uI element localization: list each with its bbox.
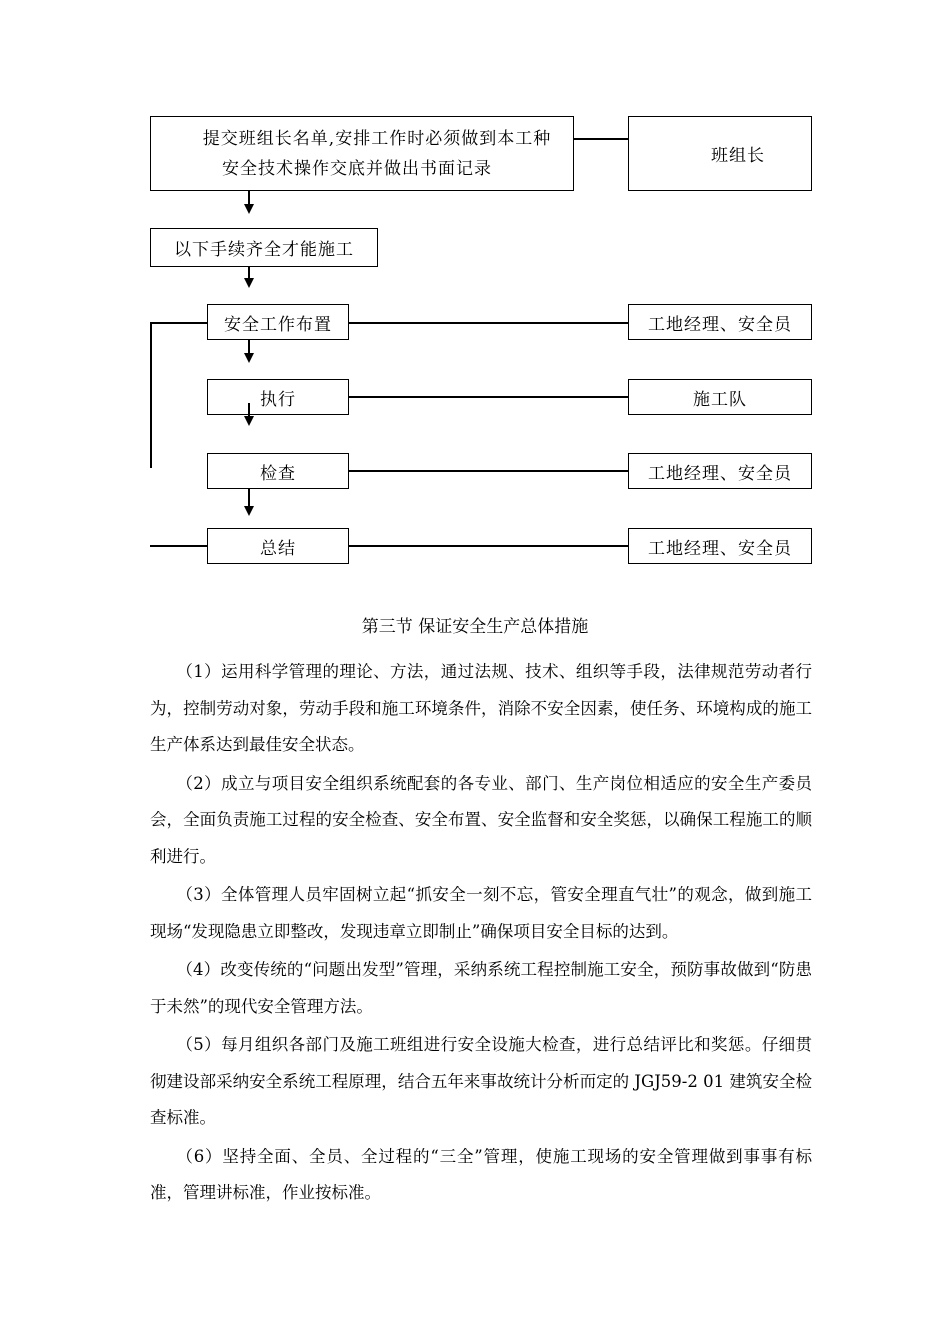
step2-label: 以下手续齐全才能施工: [174, 240, 354, 260]
step-box-arrange: [207, 304, 349, 340]
connector-execute: [349, 396, 629, 398]
role-check: 工地经理、安全员: [648, 463, 792, 484]
role-box-execute: [628, 379, 812, 415]
arrow-down-icon: [244, 506, 254, 516]
step2-box: [150, 228, 378, 267]
step-label-summary: 总结: [260, 538, 296, 559]
loop-line: [150, 322, 152, 468]
connector-summary: [349, 545, 629, 547]
arrow-down-icon: [244, 353, 254, 363]
step1-line1: 提交班组长名单,安排工作时必须做到本工种: [202, 129, 552, 149]
role-arrange: 工地经理、安全员: [648, 314, 792, 335]
role-summary: 工地经理、安全员: [648, 538, 792, 559]
step-box-execute: [207, 379, 349, 415]
loop-bottom: [150, 545, 208, 547]
arrow-down-icon: [244, 416, 254, 426]
paragraph-4: （4）改变传统的“问题出发型”管理，采纳系统工程控制施工安全，预防事故做到“防患于未然”的现代安全管理方法。: [150, 960, 812, 1016]
step1-box: [150, 116, 574, 191]
step-label-execute: 执行: [260, 389, 296, 410]
paragraph-3: （3）全体管理人员牢固树立起“抓安全一刻不忘，管安全理直气壮”的观念，做到施工现场“发现隐患立即整改，发现违章立即制止”确保项目安全目标的达到。: [150, 885, 812, 941]
arrow-shaft-5: [248, 489, 250, 507]
step-label-arrange: 安全工作布置: [224, 314, 332, 335]
paragraph-1: （1）运用科学管理的理论、方法，通过法规、技术、组织等手段，法律规范劳动者行为，控制劳动对象，劳动手段和施工环境条件，消除不安全因素，使任务、环境构成的施工生产体系达到最佳安全状态。: [150, 662, 812, 754]
role-execute: 施工队: [693, 389, 747, 410]
role-box-summary: [628, 528, 812, 564]
arrow-down-icon: [244, 278, 254, 288]
step-box-check: [207, 453, 349, 489]
role-step1: 班组长: [711, 146, 765, 166]
paragraph-2: （2）成立与项目安全组织系统配套的各专业、部门、生产岗位相适应的安全生产委员会，全面负责施工过程的安全检查、安全布置、安全监督和安全奖惩，以确保工程施工的顺利进行。: [150, 773, 812, 866]
loop-top: [150, 322, 208, 324]
role-box-arrange: [628, 304, 812, 340]
role-box-step1: [628, 116, 812, 191]
paragraph-6: （6）坚持全面、全员、全过程的“三全”管理，使施工现场的安全管理做到事事有标准，管理讲标准，作业按标准。: [150, 1146, 812, 1202]
body-text: [150, 654, 812, 1214]
paragraph-5: （5）每月组织各部门及施工班组进行安全设施大检查，进行总结评比和奖惩。仔细贯彻建设部采纳安全系统工程原理，结合五年来事故统计分析而定的 JGJ59-2 01 建筑安全检查标准。: [150, 1035, 812, 1127]
arrow-shaft-4: [248, 403, 250, 417]
step-label-check: 检查: [260, 463, 296, 484]
section-title: 第三节 保证安全生产总体措施: [361, 617, 589, 637]
arrow-shaft-1: [248, 191, 250, 205]
arrow-down-icon: [244, 204, 254, 214]
step1-line2: 安全技术操作交底并做出书面记录: [222, 159, 492, 179]
arrow-shaft-3: [248, 340, 250, 354]
connector-step1: [574, 138, 629, 140]
role-box-check: [628, 453, 812, 489]
step-box-summary: [207, 528, 349, 564]
connector-arrange: [349, 322, 629, 324]
connector-check: [349, 470, 629, 472]
